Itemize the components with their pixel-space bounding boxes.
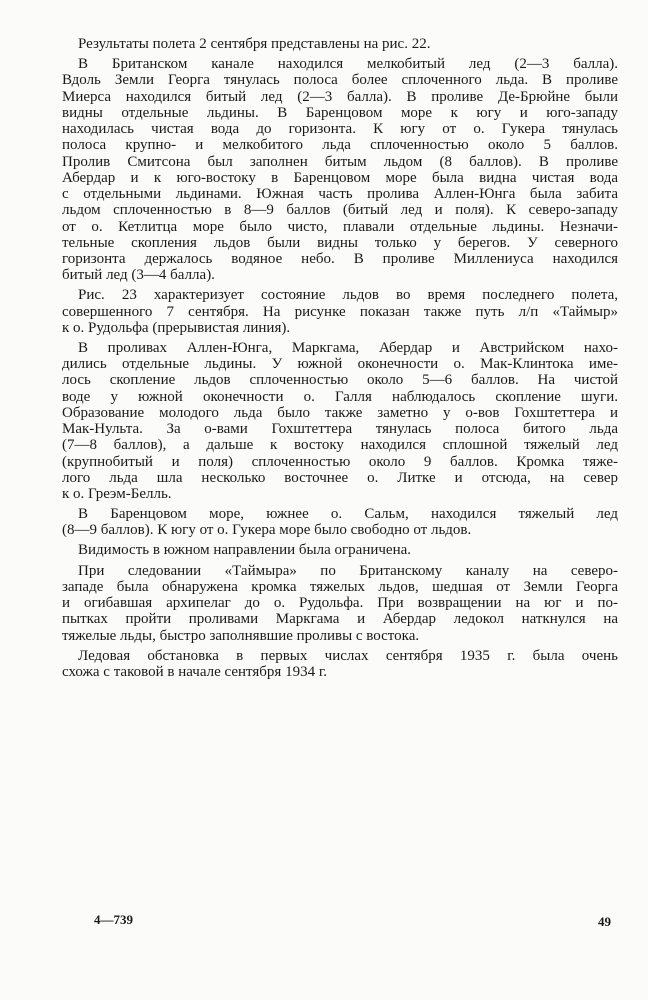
text-line: (7—8 баллов), а дальше к востоку находился сплошной тяжелый лед	[62, 437, 618, 454]
text-line: Мак-Нульта. За о-вами Гохштеттера тянулась полоса битого льда	[62, 421, 618, 438]
text-line: совершенного 7 сентября. На рисунке показан также путь л/п «Таймыр»	[62, 303, 618, 320]
text-line: Образование молодого льда было также заметно у о-вов Гохштеттера и	[62, 404, 618, 421]
text-line: Вдоль Земли Георга тянулась полоса более сплоченного льда. В проливе	[62, 72, 618, 89]
text-line: лого льда шла несколько восточнее о. Литке и отсюда, на север	[62, 469, 618, 486]
text-line: от о. Кетлитца море было чисто, плавали отдельные льдины. Незначи-	[62, 218, 618, 235]
body-text	[62, 36, 618, 684]
text-line: В Баренцовом море, южнее о. Сальм, находился тяжелый лед	[78, 506, 618, 523]
text-line: западе была обнаружена кромка тяжелых льдов, шедшая от Земли Георга	[62, 578, 618, 595]
paragraph	[62, 287, 618, 336]
text-line: тельные скопления льдов были видны только у берегов. У северного	[62, 234, 618, 251]
text-line: Ледовая обстановка в первых числах сентября 1935 г. была очень	[78, 647, 618, 664]
paragraph	[62, 648, 618, 681]
text-line: находилась чистая вода до горизонта. К югу от о. Гукера тянулась	[62, 121, 618, 138]
paragraph	[62, 542, 618, 558]
paragraph	[62, 340, 618, 503]
text-line: лось скопление льдов сплоченностью около 5—6 баллов. На чистой	[62, 372, 618, 389]
text-line: (крупнобитый и поля) сплоченностью около 9 баллов. Кромка тяже-	[62, 453, 618, 470]
paragraph	[62, 56, 618, 284]
text-line: битый лед (3—4 балла).	[62, 267, 215, 284]
text-line: Абердар и к юго-востоку в Баренцовом море была видна чистая вода	[62, 169, 618, 186]
text-line: видны отдельные льдины. В Баренцовом море к югу и юго-западу	[62, 104, 618, 121]
text-line: полоса крупно- и мелкобитого льда сплоченностью около 5 баллов.	[62, 137, 618, 154]
text-line: В Британском канале находился мелкобитый лед (2—3 балла).	[78, 56, 618, 73]
text-line: тяжелые льды, быстро заполнявшие проливы с востока.	[62, 627, 420, 644]
text-line: и огибавшая архипелаг до о. Рудольфа. При возвращении на юг и по-	[62, 595, 618, 612]
text-line: В проливах Аллен-Юнга, Маркгама, Абердар и Австрийском нахо-	[78, 339, 618, 356]
text-line: (8—9 баллов). К югу от о. Гукера море было свободно от льдов.	[62, 522, 472, 539]
text-line: Рис. 23 характеризует состояние льдов во время последнего полета,	[78, 287, 618, 304]
text-line: воде у южной оконечности о. Галля наблюдалось скопление шуги.	[62, 388, 618, 405]
text-line: горизонта держалось водяное небо. В проливе Миллениуса находился	[62, 251, 618, 268]
text-line: дились отдельные льдины. У южной оконечности о. Мак-Клинтока име-	[62, 356, 618, 373]
text-line: Результаты полета 2 сентября представлены на рис. 22.	[78, 36, 431, 52]
text-line: к о. Греэм-Белль.	[62, 486, 172, 503]
paragraph	[62, 506, 618, 539]
text-line: с отдельными льдинами. Южная часть пролива Аллен-Юнга была забита	[62, 186, 618, 203]
printer-signature: 4—739	[94, 912, 133, 927]
paragraph	[62, 563, 618, 644]
text-line: При следовании «Таймыра» по Британскому каналу на северо-	[78, 562, 618, 579]
text-line: Пролив Смитсона был заполнен битым льдом (8 баллов). В проливе	[62, 153, 618, 170]
page-number: 49	[598, 914, 611, 929]
paragraph	[62, 36, 618, 52]
text-line: схожа с таковой в начале сентября 1934 г.	[62, 663, 328, 680]
text-line: льдом сплоченностью в 8—9 баллов (битый лед и поля). К северо-западу	[62, 202, 618, 219]
text-line: Видимость в южном направлении была ограничена.	[78, 542, 412, 559]
text-line: Миерса находился битый лед (2—3 балла). В проливе Де-Брюйне были	[62, 88, 618, 105]
text-line: пытках пройти проливами Маркгама и Абердар ледокол наткнулся на	[62, 611, 618, 628]
text-line: к о. Рудольфа (прерывистая линия).	[62, 319, 291, 336]
